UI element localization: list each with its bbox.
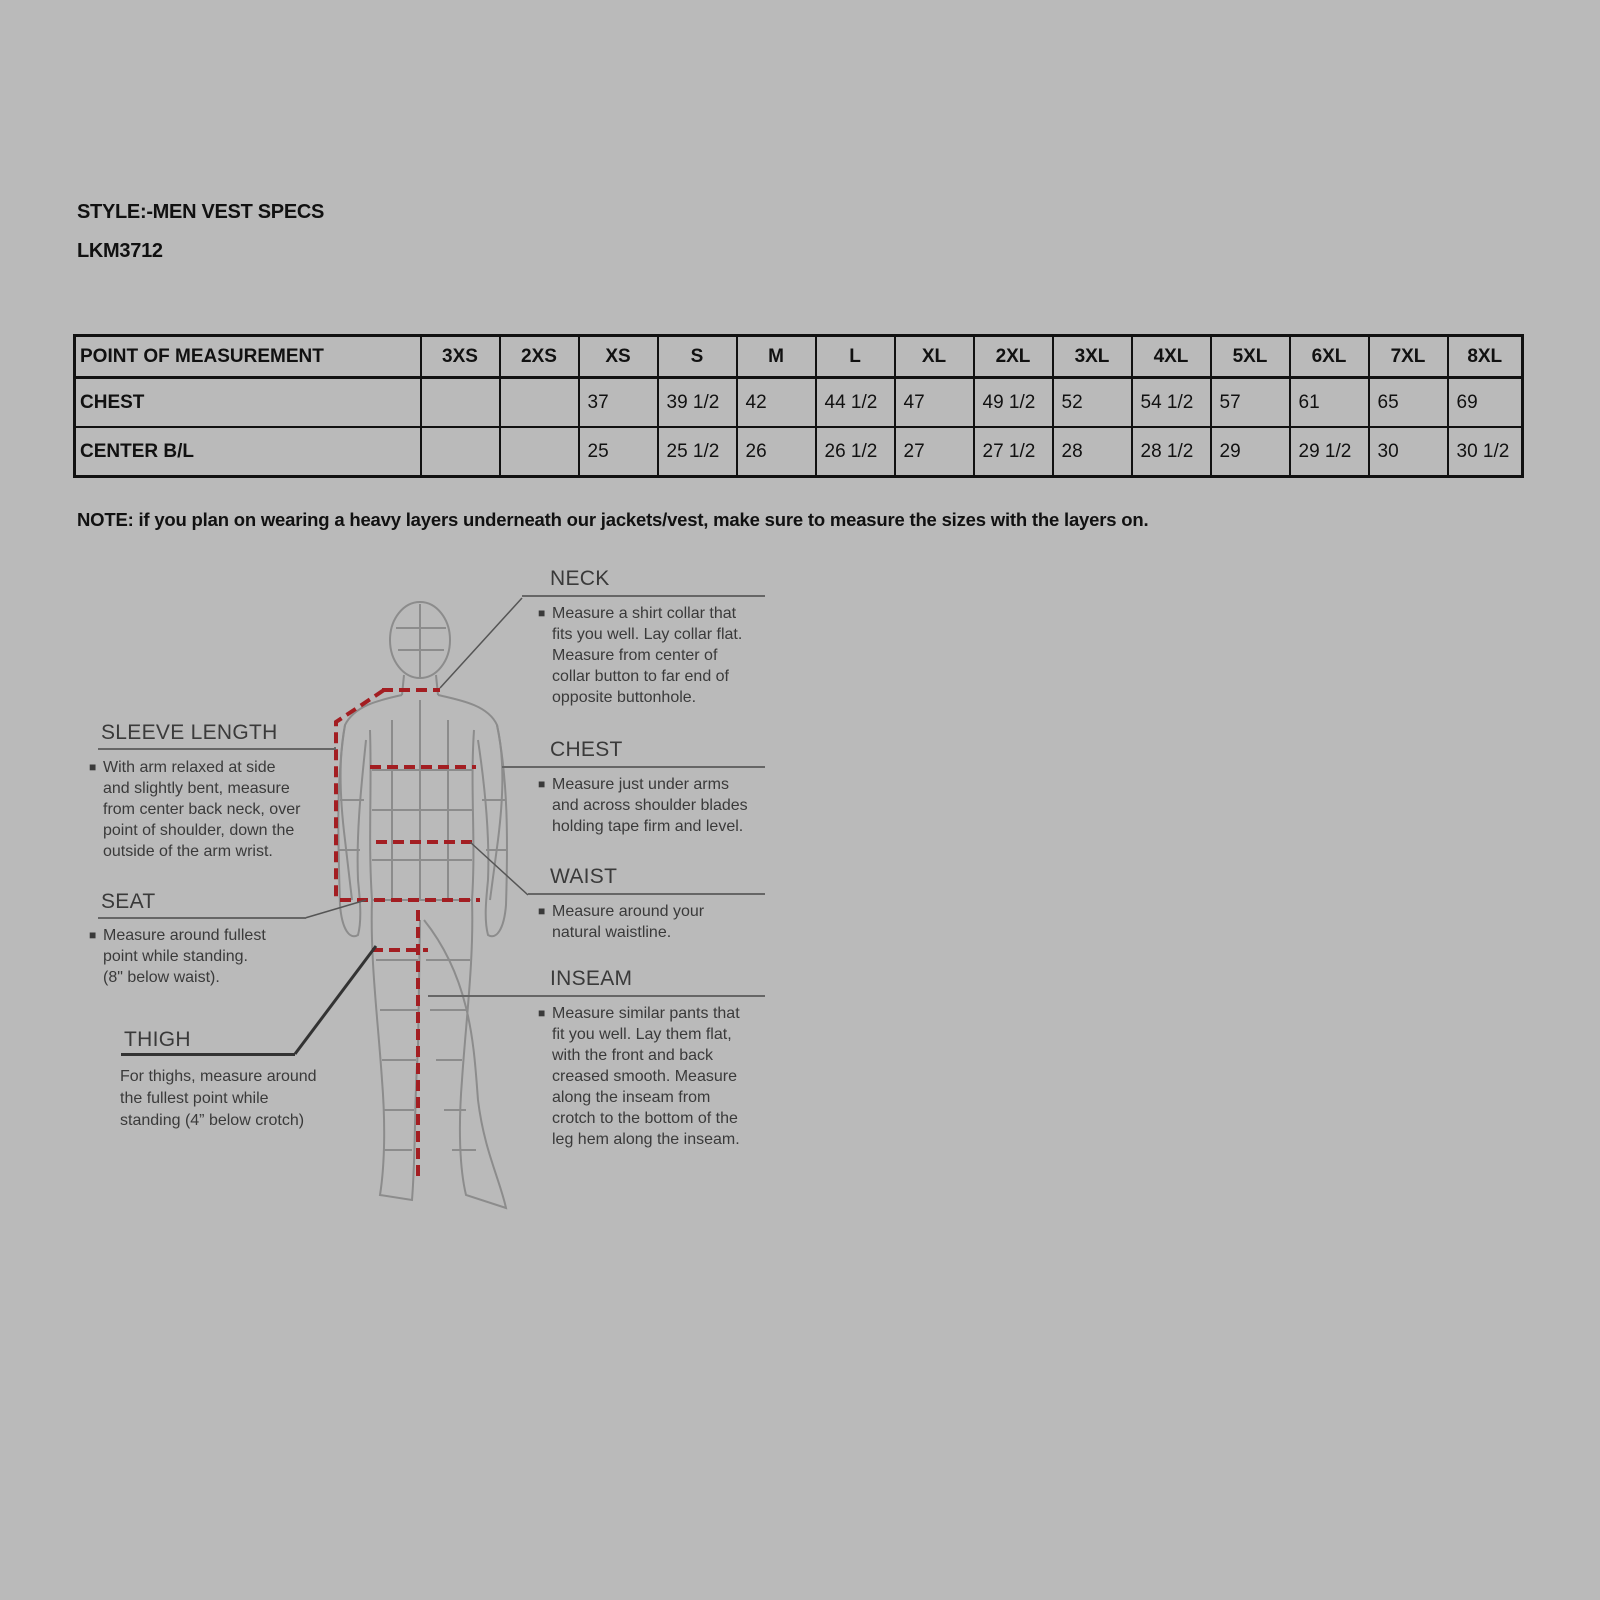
layering-note: NOTE: if you plan on wearing a heavy layers underneath our jackets/vest, make sure to measure the sizes with the layers on. — [77, 509, 1149, 530]
waist-rule — [528, 893, 765, 895]
column-header: 4XL — [1132, 336, 1211, 378]
style-code: LKM3712 — [77, 240, 163, 262]
text-line: (8" below waist). — [103, 969, 220, 986]
table-cell: 69 — [1448, 378, 1523, 428]
text-line: holding tape firm and level. — [552, 818, 744, 835]
table-cell: 61 — [1290, 378, 1369, 428]
bullet-icon: ■ — [538, 904, 546, 918]
thigh-title: THIGH — [124, 1028, 191, 1051]
table-cell: 30 — [1369, 427, 1448, 477]
waist-description — [538, 901, 705, 943]
table-cell: 39 1/2 — [658, 378, 737, 428]
text-line: the fullest point while — [120, 1090, 269, 1107]
column-header: 5XL — [1211, 336, 1290, 378]
seat-description — [89, 925, 266, 988]
table-cell: 26 1/2 — [816, 427, 895, 477]
text-line: crotch to the bottom of the — [552, 1110, 738, 1127]
table-cell: 65 — [1369, 378, 1448, 428]
table-cell: 27 1/2 — [974, 427, 1053, 477]
bullet-icon: ■ — [538, 1006, 546, 1020]
column-header: 3XS — [421, 336, 500, 378]
thigh-rule — [121, 1053, 295, 1056]
neck-description — [538, 603, 743, 708]
text-line: from center back neck, over — [103, 801, 301, 818]
column-header: 2XS — [500, 336, 579, 378]
column-header: 8XL — [1448, 336, 1523, 378]
neck-title: NECK — [550, 567, 610, 590]
table-cell: 54 1/2 — [1132, 378, 1211, 428]
text-line: Measure around your — [552, 903, 705, 920]
column-header: 7XL — [1369, 336, 1448, 378]
text-line: outside of the arm wrist. — [103, 843, 273, 860]
column-header: 6XL — [1290, 336, 1369, 378]
text-line: along the inseam from — [552, 1089, 711, 1106]
text-line: and slightly bent, measure — [103, 780, 290, 797]
table-cell: 47 — [895, 378, 974, 428]
table-cell: 52 — [1053, 378, 1132, 428]
text-line: with the front and back — [552, 1047, 713, 1064]
table-cell: 25 — [579, 427, 658, 477]
text-line: collar button to far end of — [552, 668, 729, 685]
column-header: 3XL — [1053, 336, 1132, 378]
table-cell: 27 — [895, 427, 974, 477]
table-cell: 37 — [579, 378, 658, 428]
bullet-icon: ■ — [538, 606, 546, 620]
text-line: For thighs, measure around — [120, 1068, 317, 1085]
column-header: 2XL — [974, 336, 1053, 378]
sleeve-title: SLEEVE LENGTH — [101, 721, 278, 744]
table-cell: 49 1/2 — [974, 378, 1053, 428]
inseam-rule — [428, 995, 765, 997]
style-title: STYLE:-MEN VEST SPECS — [77, 201, 325, 223]
row-label: CHEST — [75, 378, 421, 428]
inseam-description — [538, 1003, 740, 1150]
text-line: Measure from center of — [552, 647, 718, 664]
column-header: XS — [579, 336, 658, 378]
column-header: S — [658, 336, 737, 378]
column-header: L — [816, 336, 895, 378]
text-line: opposite buttonhole. — [552, 689, 697, 706]
text-line: natural waistline. — [552, 924, 672, 941]
text-line: leg hem along the inseam. — [552, 1131, 740, 1148]
sleeve-rule — [98, 748, 336, 750]
table-cell: 30 1/2 — [1448, 427, 1523, 477]
thigh-description — [120, 1066, 317, 1132]
text-line: standing (4” below crotch) — [120, 1112, 305, 1129]
mannequin-outline — [338, 602, 507, 1208]
text-line: point while standing. — [103, 948, 248, 965]
text-line: fits you well. Lay collar flat. — [552, 626, 743, 643]
table-cell: 57 — [1211, 378, 1290, 428]
bullet-icon: ■ — [89, 760, 97, 774]
inseam-title: INSEAM — [550, 967, 633, 990]
row-label: CENTER B/L — [75, 427, 421, 477]
text-line: point of shoulder, down the — [103, 822, 295, 839]
text-line: With arm relaxed at side — [103, 759, 276, 776]
table-cell: 42 — [737, 378, 816, 428]
table-cell: 25 1/2 — [658, 427, 737, 477]
column-header: XL — [895, 336, 974, 378]
table-cell: 28 1/2 — [1132, 427, 1211, 477]
table-cell: 44 1/2 — [816, 378, 895, 428]
text-line: Measure similar pants that — [552, 1005, 740, 1022]
table-cell: 29 1/2 — [1290, 427, 1369, 477]
column-header: M — [737, 336, 816, 378]
neck-rule — [522, 595, 765, 597]
thigh-leader — [295, 946, 376, 1054]
bullet-icon: ■ — [538, 777, 546, 791]
text-line: Measure just under arms — [552, 776, 729, 793]
text-line: and across shoulder blades — [552, 797, 748, 814]
chest-description — [538, 774, 748, 837]
chest-rule — [502, 766, 765, 768]
chest-title: CHEST — [550, 738, 623, 761]
table-cell: 28 — [1053, 427, 1132, 477]
seat-rule — [98, 917, 306, 919]
column-header: POINT OF MEASUREMENT — [75, 336, 421, 378]
text-line: Measure a shirt collar that — [552, 605, 737, 622]
sleeve-description — [89, 757, 301, 862]
waist-title: WAIST — [550, 865, 618, 888]
seat-title: SEAT — [101, 890, 156, 913]
text-line: creased smooth. Measure — [552, 1068, 737, 1085]
bullet-icon: ■ — [89, 928, 97, 942]
table-cell: 29 — [1211, 427, 1290, 477]
table-cell: 26 — [737, 427, 816, 477]
text-line: fit you well. Lay them flat, — [552, 1026, 732, 1043]
text-line: Measure around fullest — [103, 927, 266, 944]
